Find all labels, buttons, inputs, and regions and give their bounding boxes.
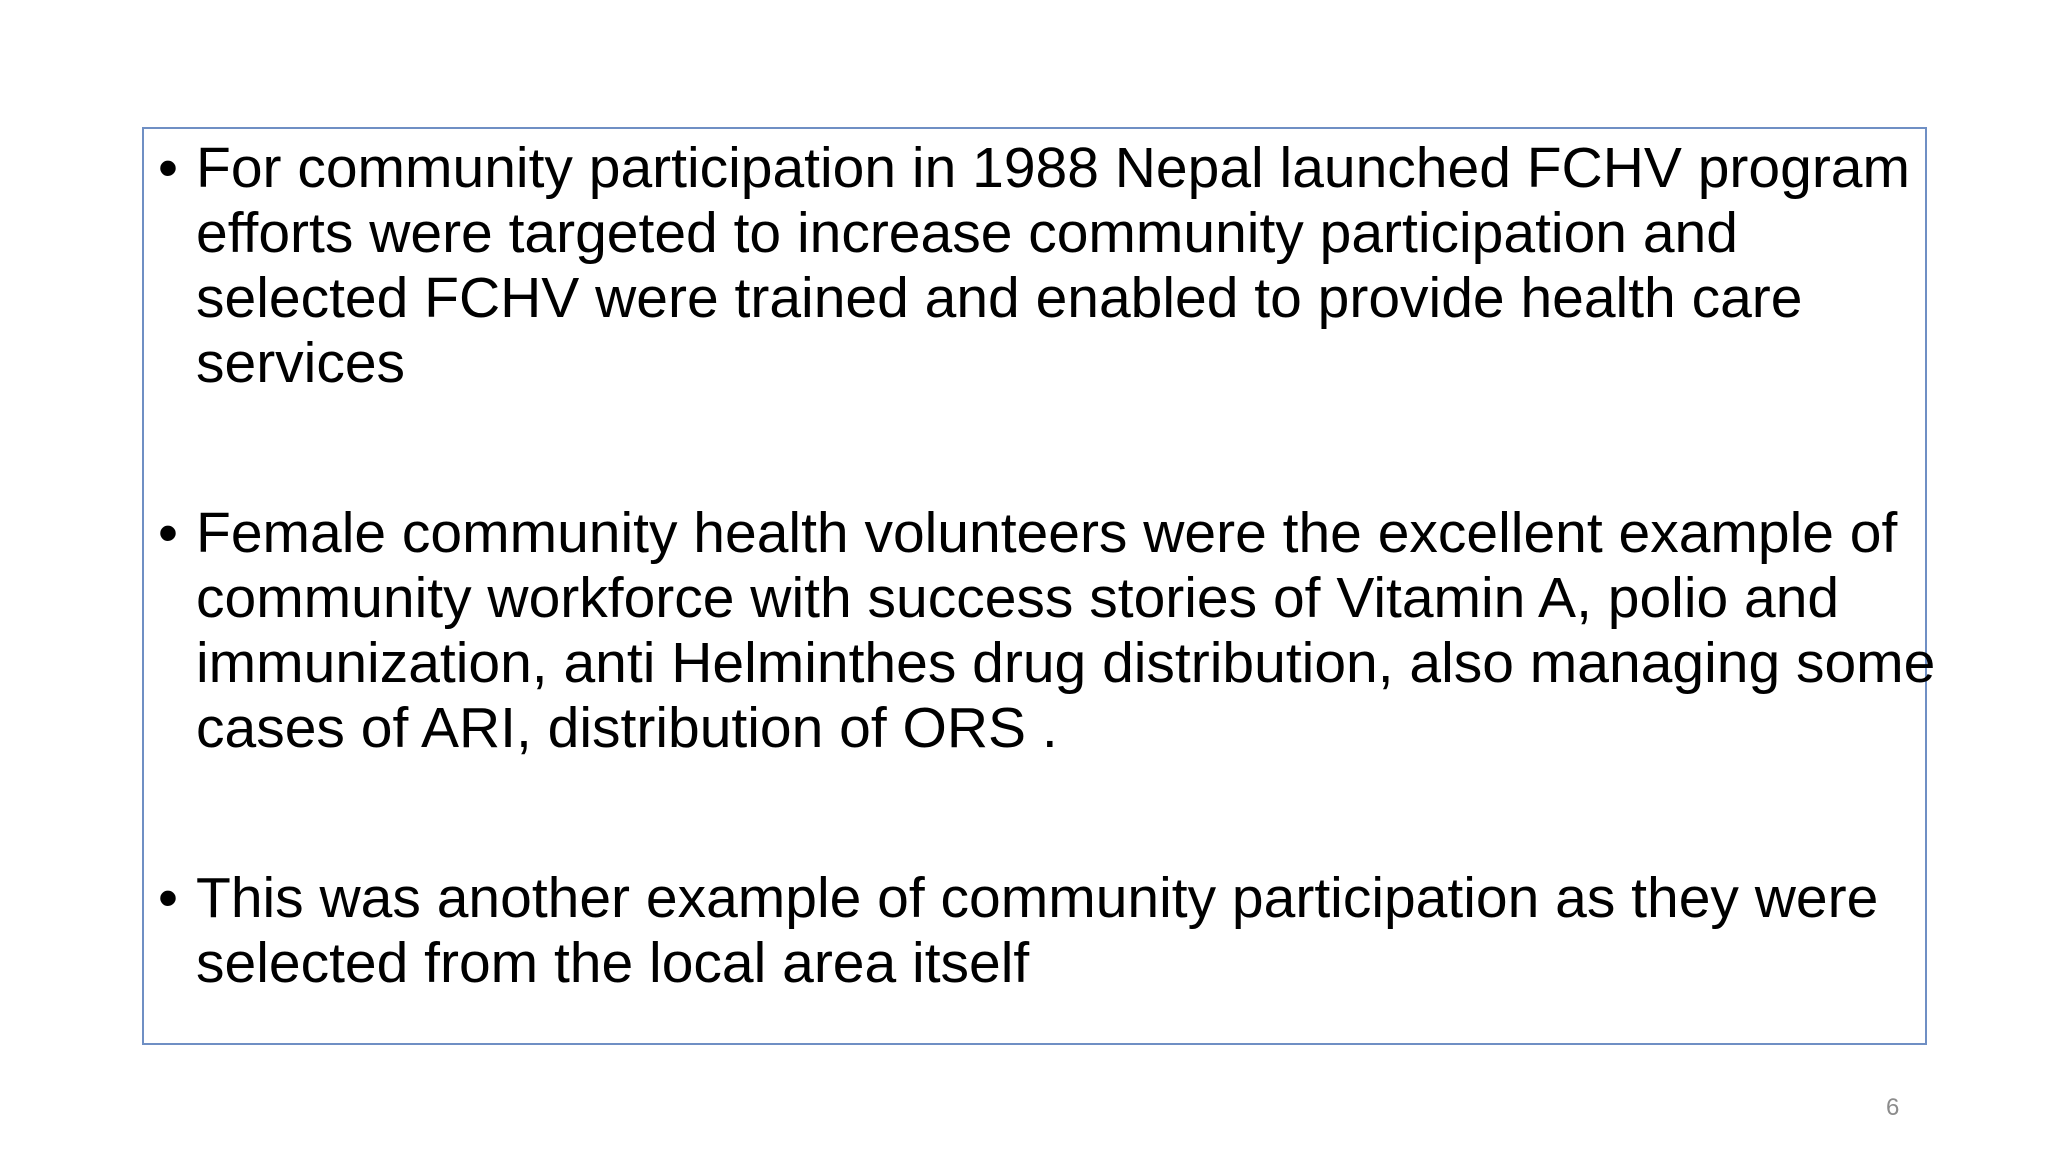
- bullet-item-1: [148, 136, 1938, 396]
- bullet-text: Female community health volunteers were the excellent example of community workforce with success stories of Vitamin A, polio and immunization, anti Helminthes drug distribution, also managing some cases of ARI, distribution of ORS .: [196, 501, 1936, 760]
- bullet-dot-icon: •: [158, 866, 178, 930]
- bullet-item-2: [148, 501, 1938, 761]
- bullet-text: For community participation in 1988 Nepal launched FCHV program efforts were targeted to increase community participation and selected FCHV were trained and enabled to provide health care services: [196, 136, 1910, 395]
- bullet-dot-icon: •: [158, 136, 178, 200]
- bullet-text: This was another example of community participation as they were selected from the local area itself: [196, 866, 1879, 995]
- bullet-item-3: [148, 866, 1938, 996]
- bullet-dot-icon: •: [158, 501, 178, 565]
- bullet-list: [148, 136, 1938, 996]
- page-number: 6: [1886, 1094, 1900, 1121]
